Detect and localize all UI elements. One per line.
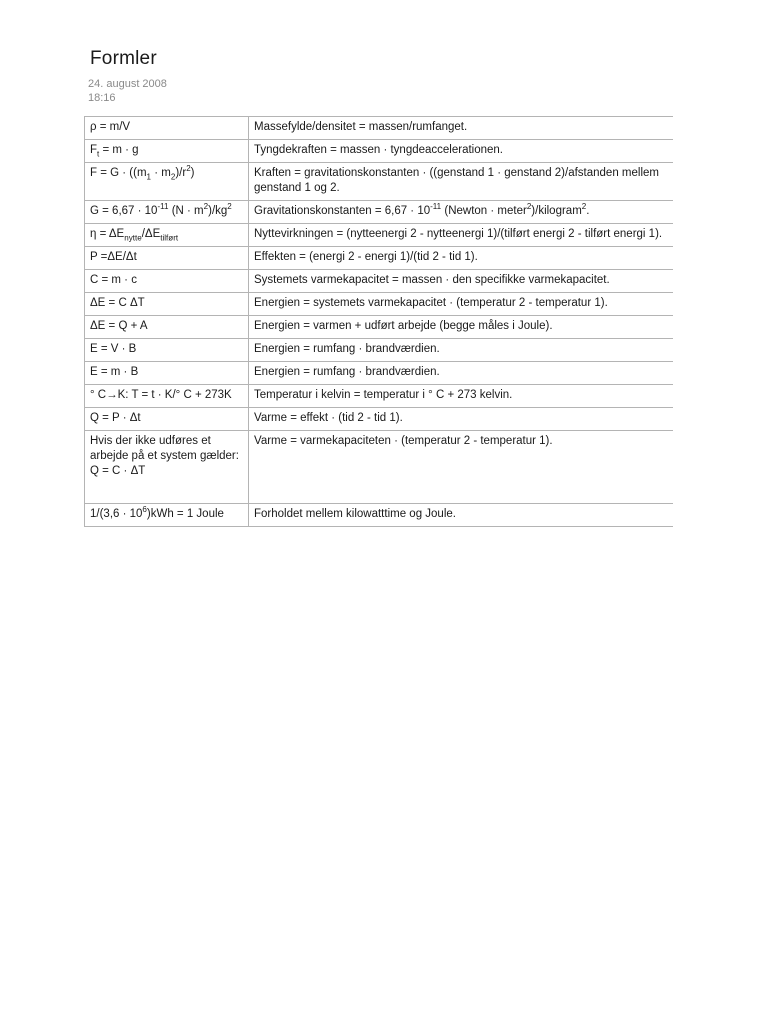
description-cell: Systemets varmekapacitet = massen · den specifikke varmekapacitet. [249, 270, 674, 293]
formula-cell: ΔE = C ΔT [85, 293, 249, 316]
table-row [85, 163, 674, 201]
formula-cell: $F_t = m \cdot g$ [85, 140, 249, 163]
superscript: 2 [203, 202, 209, 212]
formula-cell: E = m · B [85, 362, 249, 385]
table-row [85, 385, 674, 408]
superscript: 2 [227, 202, 232, 212]
description-cell: Forholdet mellem kilowatttime og Joule. [249, 504, 674, 527]
subscript: 2 [170, 172, 176, 182]
table-row [85, 140, 674, 163]
subscript: tilført [160, 233, 179, 243]
table-row [85, 339, 674, 362]
description-cell: Tyngdekraften = massen · tyngdeaccelerationen. [249, 140, 674, 163]
superscript: 2 [526, 202, 532, 212]
formula-cell: ° C→K: T = t · K/° C + 273K [85, 385, 249, 408]
table-row [85, 362, 674, 385]
page-meta [88, 77, 167, 105]
formula-cell: $F = G \cdot ((m_1 \cdot m_2)/r^2)$ [85, 163, 249, 201]
superscript: 2 [186, 164, 191, 174]
formula-cell: P =ΔE/Δt [85, 247, 249, 270]
formula-cell: Q = P · Δt [85, 408, 249, 431]
subscript: 1 [146, 172, 152, 182]
table-row [85, 504, 674, 527]
description-cell: Kraften = gravitationskonstanten · ((genstand 1 · genstand 2)/afstanden mellem genstand 1 og 2. [249, 163, 674, 201]
description-cell: Energien = varmen + udført arbejde (begge måles i Joule). [249, 316, 674, 339]
table-row [85, 408, 674, 431]
description-cell: Energien = systemets varmekapacitet · (temperatur 2 - temperatur 1). [249, 293, 674, 316]
description-cell: Gravitationskonstanten = $6,67 \cdot 10^{-11}$ (Newton · meter$^2$)/kilogram$^2$. [249, 201, 674, 224]
description-cell: Energien = rumfang · brandværdien. [249, 339, 674, 362]
table-row [85, 201, 674, 224]
superscript: -11 [157, 202, 169, 212]
description-cell: Varme = varmekapaciteten · (temperatur 2 - temperatur 1). [249, 431, 674, 504]
subscript: nytte [124, 233, 142, 243]
formula-table-body [85, 117, 674, 527]
table-row [85, 431, 674, 504]
formula-cell: C = m · c [85, 270, 249, 293]
table-row [85, 316, 674, 339]
formula-cell: Hvis der ikke udføres et arbejde på et system gælder: Q = C · ΔT [85, 431, 249, 504]
table-row [85, 224, 674, 247]
description-cell: Energien = rumfang · brandværdien. [249, 362, 674, 385]
table-row [85, 270, 674, 293]
formula-table [84, 116, 673, 527]
description-cell: Varme = effekt · (tid 2 - tid 1). [249, 408, 674, 431]
superscript: -11 [430, 202, 442, 212]
page-time: 18:16 [88, 92, 116, 104]
table-row [85, 247, 674, 270]
superscript: 6 [142, 505, 147, 515]
subscript: t [97, 149, 100, 159]
page-date: 24. august 2008 [88, 78, 167, 90]
table-row [85, 117, 674, 140]
formula-cell: $1/(3,6 \cdot 10^6)kWh = 1$ Joule [85, 504, 249, 527]
formula-cell: $G = 6,67 \cdot 10^{-11}$ $(N \cdot m^2)/kg^2$ [85, 201, 249, 224]
description-cell: Nyttevirkningen = (nytteenergi 2 - nytteenergi 1)/(tilført energi 2 - tilført energi 1). [249, 224, 674, 247]
description-cell: Temperatur i kelvin = temperatur i ° C + 273 kelvin. [249, 385, 674, 408]
formula-cell: E = V · B [85, 339, 249, 362]
description-cell: Massefylde/densitet = massen/rumfanget. [249, 117, 674, 140]
page-title: Formler [90, 48, 157, 69]
description-cell: Effekten = (energi 2 - energi 1)/(tid 2 - tid 1). [249, 247, 674, 270]
formula-cell: $\eta = \Delta E_{nytte}/\Delta E_{tilført}$ [85, 224, 249, 247]
superscript: 2 [581, 202, 587, 212]
formula-cell: ρ = m/V [85, 117, 249, 140]
formula-cell: ΔE = Q + A [85, 316, 249, 339]
table-row [85, 293, 674, 316]
